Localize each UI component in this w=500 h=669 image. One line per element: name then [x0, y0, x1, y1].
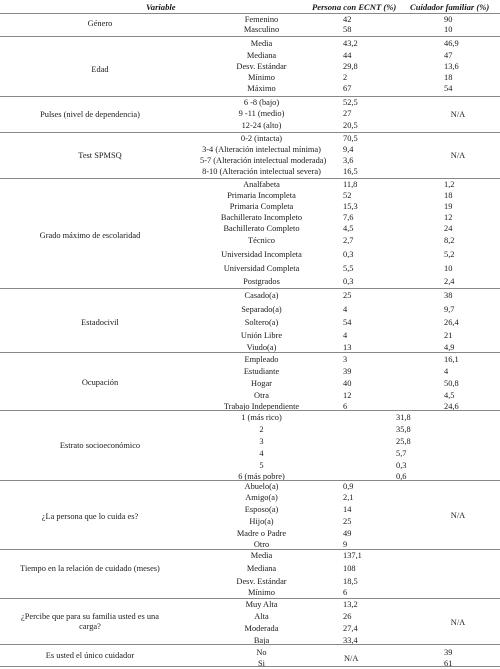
- variable-label: Es usted el único cuidador: [45, 651, 135, 660]
- group-separator: [0, 480, 500, 481]
- persona-value: 7,6: [343, 213, 354, 222]
- cuidador-value: 38: [444, 291, 453, 300]
- category-label: Separado(a): [241, 305, 282, 314]
- persona-value: 2,1: [343, 493, 354, 502]
- estrato-value: 35,8: [396, 425, 411, 434]
- persona-value: 2,7: [343, 236, 354, 245]
- group-separator: [0, 132, 500, 133]
- persona-value: 14: [343, 505, 352, 514]
- category-label: Casado(a): [244, 291, 279, 300]
- persona-value: 13: [343, 343, 352, 352]
- group-separator: [0, 288, 500, 289]
- category-label: Desv. Estándar: [236, 62, 287, 71]
- category-label: Madre o Padre: [236, 529, 287, 538]
- category-label: 3-4 (Alteración intelectual mínima): [202, 145, 321, 154]
- persona-value: 6: [343, 588, 348, 597]
- variable-label: Ocupación: [81, 378, 119, 387]
- variable-label: Estadocivil: [81, 318, 119, 327]
- header-variable: Variable: [146, 2, 176, 12]
- estrato-value: 0,6: [396, 472, 407, 481]
- category-label: 0-2 (intacta): [240, 134, 283, 143]
- category-label: 1 (más rico): [241, 413, 282, 422]
- category-label: Esposo(a): [244, 505, 279, 514]
- category-label: 6 -8 (bajo): [243, 98, 280, 107]
- persona-value: 0,9: [343, 482, 354, 491]
- category-label: Femenino: [244, 15, 279, 24]
- persona-value: 4: [343, 305, 348, 314]
- category-label: 12-24 (alto): [241, 121, 282, 130]
- variable-label: Estrato socioeconómico: [59, 441, 141, 450]
- group-separator: [0, 410, 500, 411]
- not-applicable-cuidador: N/A: [450, 618, 466, 627]
- group-separator: [0, 36, 500, 37]
- persona-value: 29,8: [343, 62, 358, 71]
- cuidador-value: 10: [444, 25, 453, 34]
- category-label: Baja: [253, 636, 270, 645]
- category-label: Si: [258, 659, 265, 668]
- category-label: Muy Alta: [245, 600, 278, 609]
- category-label: No: [256, 648, 267, 657]
- category-label: 8-10 (Alteración intelectual severa): [202, 167, 321, 176]
- persona-value: 13,2: [343, 600, 358, 609]
- category-label: Mediana: [246, 51, 277, 60]
- variable-label: Edad: [91, 65, 109, 74]
- category-label: Estudiante: [243, 367, 280, 376]
- group-separator: [0, 598, 500, 599]
- persona-value: 27,4: [343, 624, 358, 633]
- header-cuidador-familiar: Cuidador familiar (%): [410, 2, 490, 12]
- persona-value: 52,5: [343, 98, 358, 107]
- persona-value: 0,3: [343, 277, 354, 286]
- cuidador-value: 4,9: [444, 343, 455, 352]
- category-label: Abuelo(a): [244, 482, 279, 491]
- category-label: 5: [259, 461, 264, 470]
- persona-value: 3,6: [343, 156, 354, 165]
- category-label: 6 (más pobre): [238, 472, 285, 481]
- category-label: Primaria Completa: [229, 202, 294, 211]
- cuidador-value: 61: [444, 659, 453, 668]
- cuidador-value: 26,4: [444, 318, 459, 327]
- estrato-value: 25,8: [396, 437, 411, 446]
- category-label: Trabajo Independiente: [223, 402, 300, 411]
- cuidador-value: 2,4: [444, 277, 455, 286]
- cuidador-value: 46,9: [444, 39, 459, 48]
- persona-value: 108: [343, 564, 356, 573]
- variable-label: Grado máximo de escolaridad: [39, 231, 141, 240]
- category-label: Soltero(a): [244, 318, 279, 327]
- persona-value: 44: [343, 51, 352, 60]
- category-label: 4: [259, 449, 264, 458]
- cuidador-value: 8,2: [444, 236, 455, 245]
- persona-value: 52: [343, 191, 352, 200]
- cuidador-value: 16,1: [444, 355, 459, 364]
- persona-value: 9,4: [343, 145, 354, 154]
- cuidador-value: 4,5: [444, 391, 455, 400]
- category-label: Postgrados: [243, 277, 280, 286]
- persona-value: 43,2: [343, 39, 358, 48]
- category-label: Analfabeta: [243, 180, 280, 189]
- category-label: 3: [259, 437, 264, 446]
- category-label: Alta: [254, 612, 269, 621]
- category-label: Otro: [253, 540, 270, 549]
- cuidador-value: 18: [444, 73, 453, 82]
- persona-value: 5,5: [343, 264, 354, 273]
- category-label: Amigo(a): [245, 493, 278, 502]
- persona-value: 2: [343, 73, 348, 82]
- category-label: Moderada: [244, 624, 279, 633]
- estrato-value: 31,8: [396, 413, 411, 422]
- persona-value: 49: [343, 529, 352, 538]
- cuidador-value: 21: [444, 331, 453, 340]
- persona-value: 11,8: [343, 180, 358, 189]
- category-label: Unión Libre: [240, 331, 283, 340]
- estrato-value: 5,7: [396, 449, 407, 458]
- category-label: Otra: [254, 391, 269, 400]
- category-label: Desv. Estándar: [236, 577, 287, 586]
- not-applicable-cuidador: N/A: [450, 110, 466, 119]
- category-label: Técnico: [248, 236, 275, 245]
- category-label: Mínimo: [248, 588, 275, 597]
- persona-value: 58: [343, 25, 352, 34]
- persona-value: 3: [343, 355, 348, 364]
- variable-label: ¿La persona que lo cuida es?: [41, 512, 139, 521]
- cuidador-value: 13,6: [444, 62, 459, 71]
- group-separator: [0, 549, 500, 550]
- category-label: Media: [250, 39, 273, 48]
- persona-value: 12: [343, 391, 352, 400]
- cuidador-value: 24,6: [444, 402, 459, 411]
- variable-label: ¿Percibe que para su familia usted es una carga?: [21, 612, 159, 631]
- cuidador-value: 47: [444, 51, 453, 60]
- group-separator: [0, 96, 500, 97]
- cuidador-value: 5,2: [444, 250, 455, 259]
- persona-value: 16,5: [343, 167, 358, 176]
- persona-value: 67: [343, 84, 352, 93]
- persona-value: 4: [343, 331, 348, 340]
- persona-value: 0,3: [343, 250, 354, 259]
- category-label: Bachillerato Completo: [223, 224, 300, 233]
- persona-value: 39: [343, 367, 352, 376]
- persona-value: 6: [343, 402, 348, 411]
- category-label: Hogar: [251, 379, 272, 388]
- group-separator: [0, 178, 500, 179]
- persona-value: 70,5: [343, 134, 358, 143]
- estrato-value: 0,3: [396, 461, 407, 470]
- persona-value: 26: [343, 612, 352, 621]
- header-persona-ecnt: Persona con ECNT (%): [312, 2, 397, 12]
- cuidador-value: 18: [444, 191, 453, 200]
- not-applicable-cuidador: N/A: [450, 511, 466, 520]
- category-label: Máximo: [247, 84, 276, 93]
- persona-value: 25: [343, 517, 352, 526]
- persona-value: 33,4: [343, 636, 358, 645]
- persona-value: 54: [343, 318, 352, 327]
- category-label: Hijo(a): [249, 517, 274, 526]
- persona-value: 27: [343, 109, 352, 118]
- persona-value: 15,3: [343, 202, 358, 211]
- group-separator: [0, 352, 500, 353]
- cuidador-value: 54: [444, 84, 453, 93]
- category-label: Viudo(a): [246, 343, 277, 352]
- category-label: Bachillerato Incompleto: [220, 213, 303, 222]
- header-rule: [0, 13, 500, 14]
- persona-value: 18,5: [343, 577, 358, 586]
- cuidador-value: 9,7: [444, 305, 455, 314]
- category-label: Media: [250, 551, 273, 560]
- persona-value: 4,5: [343, 224, 354, 233]
- category-label: Empleado: [244, 355, 279, 364]
- not-applicable-persona: N/A: [344, 654, 359, 663]
- category-label: Mínimo: [248, 73, 275, 82]
- cuidador-value: 10: [444, 264, 453, 273]
- category-label: 2: [259, 425, 264, 434]
- category-label: 9 -11 (medio): [238, 109, 285, 118]
- cuidador-value: 19: [444, 202, 453, 211]
- variable-label: Tiempo en la relación de cuidado (meses): [20, 564, 160, 573]
- category-label: Universidad Incompleta: [221, 250, 302, 259]
- cuidador-value: 1,2: [444, 180, 455, 189]
- persona-value: 137,1: [343, 551, 362, 560]
- persona-value: 25: [343, 291, 352, 300]
- category-label: 5-7 (Alteración intelectual moderada): [200, 156, 327, 165]
- cuidador-value: 24: [444, 224, 453, 233]
- cuidador-value: 4: [444, 367, 449, 376]
- persona-value: 9: [343, 540, 348, 549]
- persona-value: 40: [343, 379, 352, 388]
- variable-label: Género: [87, 19, 113, 28]
- cuidador-value: 12: [444, 213, 453, 222]
- category-label: Mediana: [246, 564, 277, 573]
- category-label: Masculino: [243, 25, 280, 34]
- cuidador-value: 90: [444, 15, 453, 24]
- cuidador-value: 39: [444, 648, 453, 657]
- category-label: Universidad Completa: [223, 264, 300, 273]
- group-separator: [0, 644, 500, 645]
- category-label: Primaria Incompleta: [227, 191, 296, 200]
- cuidador-value: 50,8: [444, 379, 459, 388]
- variable-label: Test SPMSQ: [78, 151, 122, 160]
- not-applicable-cuidador: N/A: [450, 151, 466, 160]
- persona-value: 20,5: [343, 121, 358, 130]
- variable-label: Pulses (nivel de dependencia): [40, 110, 140, 119]
- persona-value: 42: [343, 15, 352, 24]
